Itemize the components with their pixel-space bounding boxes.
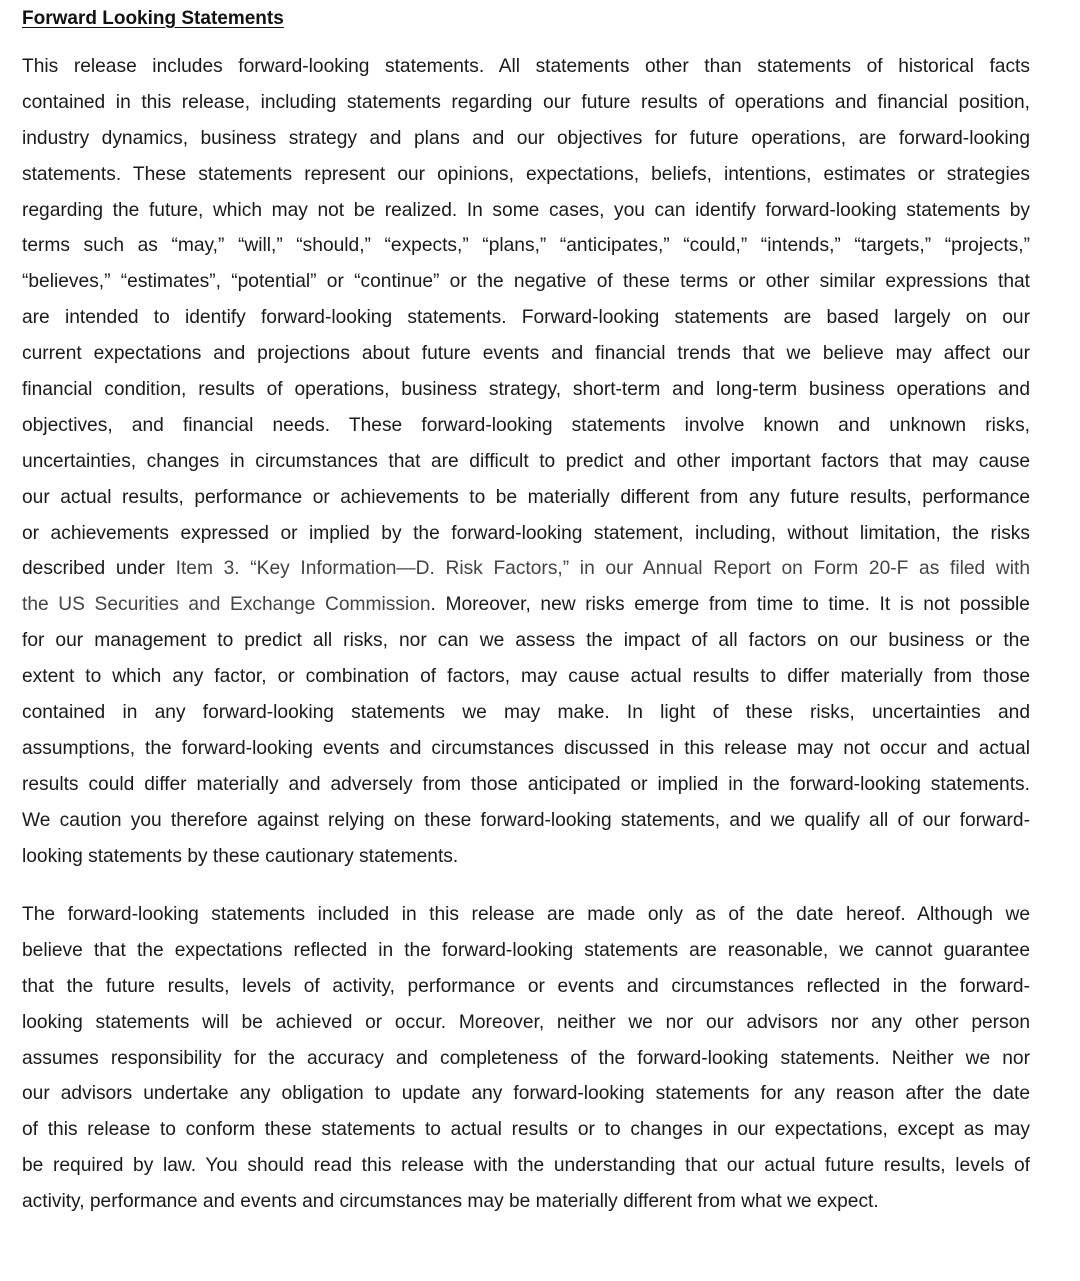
text-line: be required by law. You should read this release with the understanding that our actual future results, levels of bbox=[22, 1155, 1030, 1177]
text-line bbox=[22, 587, 1030, 623]
paragraph-forward-looking bbox=[22, 49, 1030, 874]
text-line: current expectations and projections about future events and financial trends that we believe may affect our bbox=[22, 343, 1030, 365]
text-line: This release includes forward-looking statements. All statements other than statements of historical facts bbox=[22, 56, 1030, 77]
text-line: contained in any forward-looking statements we may make. In light of these risks, uncertainties and bbox=[22, 702, 1030, 724]
section-heading: Forward Looking Statements bbox=[22, 8, 284, 29]
text-line: results could differ materially and adversely from those anticipated or implied in the forward-looking statements. bbox=[22, 773, 1030, 795]
text-line: are intended to identify forward-looking statements. Forward-looking statements are based largely on our bbox=[22, 307, 1030, 329]
text-line: extent to which any factor, or combination of factors, may cause actual results to differ materially from those bbox=[22, 666, 1030, 688]
text-line: or achievements expressed or implied by the forward-looking statement, including, without limitation, the risks bbox=[22, 522, 1030, 544]
text-fragment: described under bbox=[22, 558, 176, 580]
text-line: terms such as “may,” “will,” “should,” “expects,” “plans,” “anticipates,” “could,” “intends,” “targets,” “projects,” bbox=[22, 235, 1030, 257]
text-line: uncertainties, changes in circumstances that are difficult to predict and other important factors that may cause bbox=[22, 450, 1030, 472]
text-line: objectives, and financial needs. These forward-looking statements involve known and unknown risks, bbox=[22, 414, 1030, 436]
text-line: assumptions, the forward-looking events and circumstances discussed in this release may not occur and actual bbox=[22, 737, 1030, 759]
text-line: believe that the expectations reflected in the forward-looking statements are reasonable, we cannot guarantee bbox=[22, 939, 1030, 961]
paragraph-disclaimer bbox=[22, 897, 1030, 1220]
text-line: our actual results, performance or achievements to be materially different from any future results, performance bbox=[22, 486, 1030, 508]
text-line: “believes,” “estimates”, “potential” or “continue” or the negative of these terms or other similar expressions that bbox=[22, 271, 1030, 293]
text-line: that the future results, levels of activity, performance or events and circumstances reflected in the forward- bbox=[22, 975, 1030, 997]
text-line: statements. These statements represent our opinions, expectations, beliefs, intentions, estimates or strategies bbox=[22, 163, 1030, 185]
text-line: for our management to predict all risks, nor can we assess the impact of all factors on our business or the bbox=[22, 630, 1030, 652]
text-line: looking statements by these cautionary statements. bbox=[22, 845, 459, 867]
text-line: industry dynamics, business strategy and plans and our objectives for future operations, are forward-looking bbox=[22, 127, 1030, 149]
text-line bbox=[22, 551, 1030, 587]
text-line: assumes responsibility for the accuracy and completeness of the forward-looking statements. Neither we nor bbox=[22, 1047, 1030, 1069]
text-line: contained in this release, including statements regarding our future results of operations and financial position, bbox=[22, 91, 1030, 113]
text-line: The forward-looking statements included in this release are made only as of the date hereof. Although we bbox=[22, 904, 1030, 925]
text-line: activity, performance and events and circumstances may be materially different from what we expect. bbox=[22, 1191, 879, 1213]
text-line: of this release to conform these statements to actual results or to changes in our expectations, except as may bbox=[22, 1119, 1030, 1141]
text-line: our advisors undertake any obligation to update any forward-looking statements for any reason after the date bbox=[22, 1083, 1030, 1105]
risk-factors-reference: Item 3. “Key Information—D. Risk Factors,” in our Annual Report on Form 20-F as filed with bbox=[175, 558, 1030, 580]
text-line: We caution you therefore against relying on these forward-looking statements, and we qualify all of our forward- bbox=[22, 809, 1030, 831]
text-line: regarding the future, which may not be realized. In some cases, you can identify forward-looking statements by bbox=[22, 199, 1030, 221]
sec-reference: the US Securities and Exchange Commission bbox=[22, 594, 431, 616]
text-line: financial condition, results of operations, business strategy, short-term and long-term business operations and bbox=[22, 379, 1030, 401]
text-line: looking statements will be achieved or occur. Moreover, neither we nor our advisors nor any other person bbox=[22, 1011, 1030, 1033]
text-fragment: . Moreover, new risks emerge from time to time. It is not possible bbox=[430, 594, 1030, 616]
